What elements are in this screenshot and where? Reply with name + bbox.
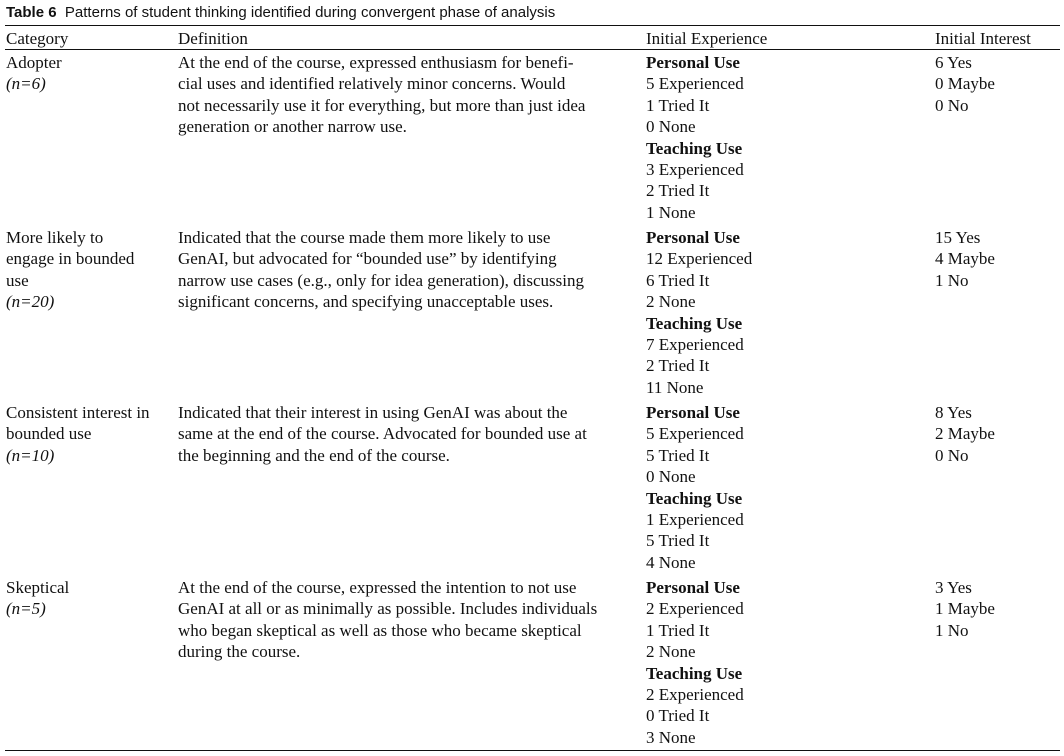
interest-value: 8 Yes — [935, 403, 972, 422]
category-label: Skeptical — [6, 578, 70, 597]
definition-cell — [178, 227, 584, 313]
top-rule — [5, 25, 1060, 26]
definition-line: Indicated that their interest in using GenAI was about the — [178, 403, 568, 422]
personal-use-value: 5 Experienced — [646, 74, 744, 94]
category-cell — [6, 52, 62, 95]
interest-value: 15 Yes — [935, 228, 981, 247]
header-initial-interest: Initial Interest — [935, 29, 1031, 48]
interest-value: 1 No — [935, 620, 969, 640]
definition-line: same at the end of the course. Advocated for bounded use at — [178, 424, 587, 444]
category-count: (n=10) — [6, 445, 55, 465]
personal-use-value: 1 Tried It — [646, 620, 710, 640]
definition-cell — [178, 402, 587, 466]
interest-value: 4 Maybe — [935, 249, 995, 269]
personal-use-value: 2 None — [646, 642, 696, 662]
table-title: Patterns of student thinking identified during convergent phase of analysis — [64, 4, 556, 21]
definition-cell — [178, 577, 597, 663]
personal-use-value: 2 None — [646, 292, 696, 312]
teaching-use-heading: Teaching Use — [646, 138, 743, 158]
interest-value: 0 Maybe — [935, 74, 995, 94]
interest-value: 1 No — [935, 270, 969, 290]
definition-cell — [178, 52, 585, 138]
definition-line: during the course. — [178, 642, 301, 662]
teaching-use-heading: Teaching Use — [646, 488, 743, 508]
teaching-use-heading: Teaching Use — [646, 663, 743, 683]
definition-line: not necessarily use it for everything, but more than just idea — [178, 95, 586, 115]
teaching-use-value: 3 None — [646, 727, 696, 747]
category-cell — [6, 227, 134, 313]
table-label: Table 6 — [6, 4, 57, 21]
interest-value: 6 Yes — [935, 53, 972, 72]
experience-cell — [646, 402, 744, 573]
definition-line: Indicated that the course made them more likely to use — [178, 228, 551, 247]
personal-use-value: 0 None — [646, 117, 696, 137]
teaching-use-value: 7 Experienced — [646, 335, 744, 355]
category-label: use — [6, 270, 29, 290]
teaching-use-value: 1 None — [646, 202, 696, 222]
personal-use-value: 12 Experienced — [646, 249, 753, 269]
personal-use-heading: Personal Use — [646, 403, 740, 422]
category-count: (n=6) — [6, 74, 46, 94]
table-caption — [6, 3, 555, 23]
personal-use-value: 5 Tried It — [646, 445, 710, 465]
interest-value: 0 No — [935, 445, 969, 465]
category-label: engage in bounded — [6, 249, 135, 269]
definition-line: generation or another narrow use. — [178, 117, 407, 137]
category-count: (n=5) — [6, 599, 46, 619]
definition-line: At the end of the course, expressed enthusiasm for benefi- — [178, 53, 574, 72]
definition-line: who began skeptical as well as those who became skeptical — [178, 620, 582, 640]
interest-cell — [935, 577, 995, 641]
interest-value: 1 Maybe — [935, 599, 995, 619]
teaching-use-heading: Teaching Use — [646, 313, 743, 333]
interest-cell — [935, 227, 995, 291]
interest-cell — [935, 52, 995, 116]
personal-use-heading: Personal Use — [646, 228, 740, 247]
definition-line: GenAI, but advocated for “bounded use” by identifying — [178, 249, 557, 269]
header-initial-experience: Initial Experience — [646, 29, 768, 48]
teaching-use-value: 2 Tried It — [646, 181, 710, 201]
personal-use-value: 2 Experienced — [646, 599, 744, 619]
bottom-rule — [5, 750, 1060, 751]
teaching-use-value: 4 None — [646, 552, 696, 572]
header-rule — [5, 49, 1060, 50]
category-cell — [6, 402, 150, 466]
category-label: Adopter — [6, 53, 62, 72]
personal-use-value: 0 None — [646, 467, 696, 487]
category-label: Consistent interest in — [6, 403, 150, 422]
definition-line: cial uses and identified relatively minor concerns. Would — [178, 74, 566, 94]
personal-use-heading: Personal Use — [646, 53, 740, 72]
experience-cell — [646, 52, 744, 223]
teaching-use-value: 1 Experienced — [646, 510, 744, 530]
experience-cell — [646, 227, 752, 398]
interest-value: 0 No — [935, 95, 969, 115]
definition-line: At the end of the course, expressed the intention to not use — [178, 578, 577, 597]
teaching-use-value: 11 None — [646, 377, 704, 397]
personal-use-value: 6 Tried It — [646, 270, 710, 290]
definition-line: the beginning and the end of the course. — [178, 445, 450, 465]
experience-cell — [646, 577, 744, 748]
category-label: More likely to — [6, 228, 104, 247]
interest-value: 3 Yes — [935, 578, 972, 597]
header-definition: Definition — [178, 29, 248, 48]
category-label: bounded use — [6, 424, 92, 444]
category-cell — [6, 577, 69, 620]
category-count: (n=20) — [6, 292, 55, 312]
personal-use-value: 5 Experienced — [646, 424, 744, 444]
interest-value: 2 Maybe — [935, 424, 995, 444]
definition-line: GenAI at all or as minimally as possible. Includes individuals — [178, 599, 598, 619]
teaching-use-value: 5 Tried It — [646, 531, 710, 551]
personal-use-heading: Personal Use — [646, 578, 740, 597]
teaching-use-value: 2 Tried It — [646, 356, 710, 376]
teaching-use-value: 0 Tried It — [646, 706, 710, 726]
teaching-use-value: 3 Experienced — [646, 160, 744, 180]
interest-cell — [935, 402, 995, 466]
teaching-use-value: 2 Experienced — [646, 685, 744, 705]
personal-use-value: 1 Tried It — [646, 95, 710, 115]
definition-line: significant concerns, and specifying unacceptable uses. — [178, 292, 554, 312]
definition-line: narrow use cases (e.g., only for idea generation), discussing — [178, 270, 584, 290]
header-category: Category — [6, 29, 69, 48]
